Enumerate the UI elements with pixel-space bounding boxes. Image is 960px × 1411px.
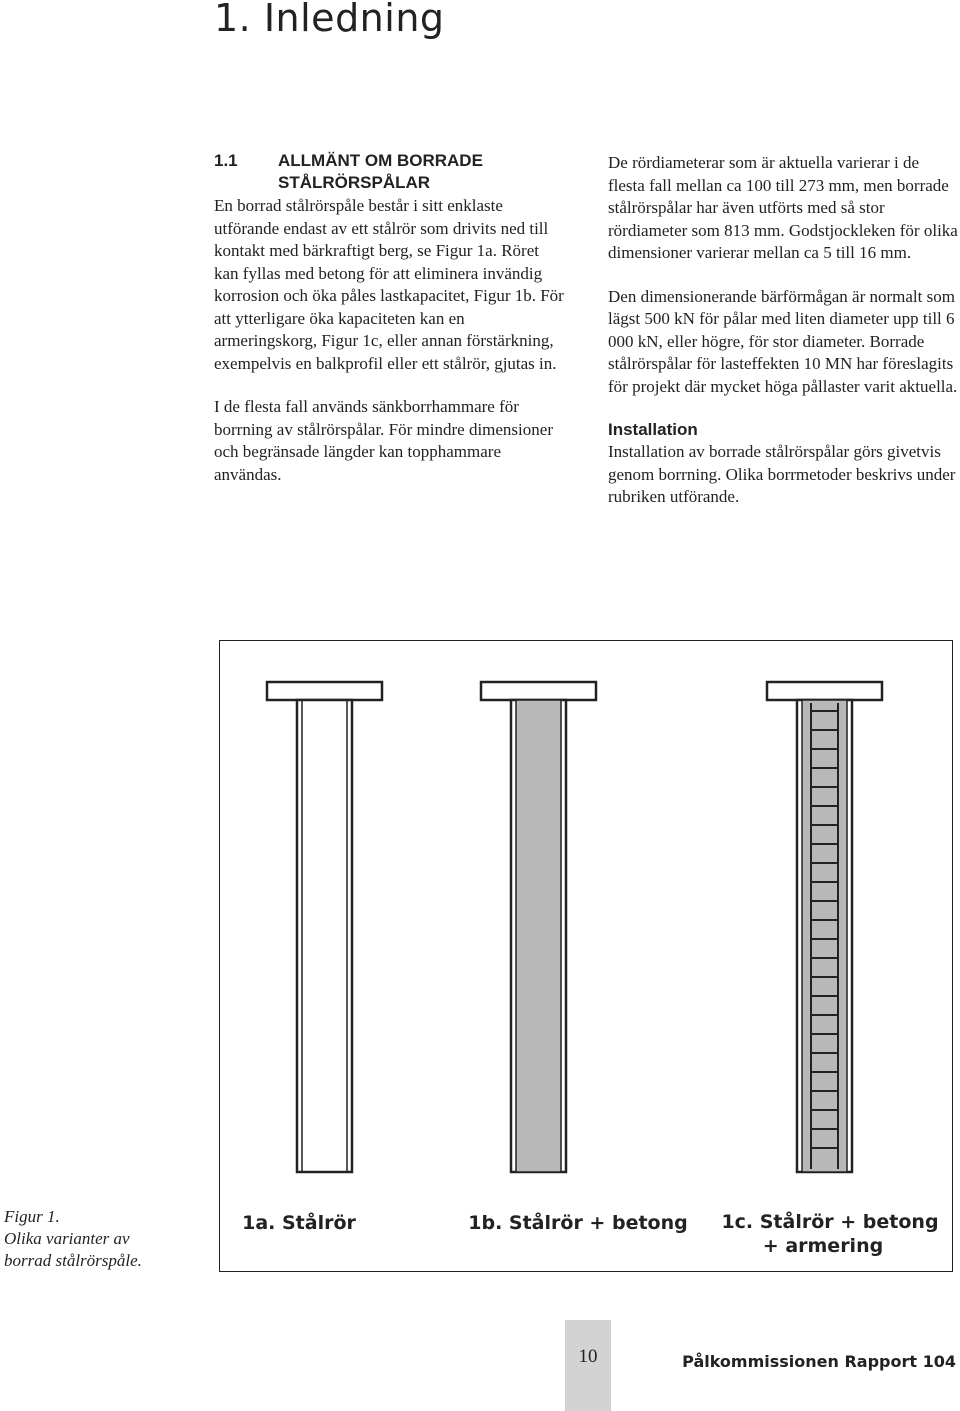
pile-1c-concrete [802, 700, 847, 1172]
figure-caption-text: Olika varianter av borrad stålrörspåle. [4, 1229, 142, 1270]
figure-label-1a: 1a. Stålrör [242, 1212, 356, 1234]
pile-1b [481, 682, 596, 1172]
pile-1c-cap [767, 682, 882, 700]
pile-1a [267, 682, 382, 1172]
report-name: Pålkommissionen Rapport 104 [682, 1352, 956, 1371]
figure-label-1c-line1: 1c. Stålrör + betong [721, 1211, 939, 1233]
pile-diagram [220, 641, 954, 1273]
figure-caption-title: Figur 1. [4, 1207, 60, 1226]
left-paragraph-1: En borrad stålrörspåle består i sitt enklaste utförande endast av ett stålrör som drivits ned till kontakt med bärkraftigt berg, se Figur 1a. Röret kan fyllas med betong för att eliminera invändig korrosion och öka påles lastkapacitet, Figur 1b. För att ytterligare öka kapaciteten kan en armeringskorg, Figur 1c, eller annan förstärkning, exempelvis en balkprofil eller ett stålrör, gjutas in. [214, 196, 564, 373]
right-column [608, 152, 958, 530]
figure-label-1b: 1b. Stålrör + betong [468, 1212, 688, 1234]
section-title-line2: STÅLRÖRSPÅLAR [278, 173, 431, 192]
section-heading [214, 150, 564, 194]
figure-label-1c-line2: + armering [762, 1235, 884, 1257]
figure-frame [219, 640, 953, 1272]
left-paragraph-2: I de flesta fall används sänkborrhammare för borrning av stålrörspålar. För mindre dimensioner och begränsade längder kan topphammare användas. [214, 397, 553, 484]
right-paragraph-3: Installation av borrade stålrörspålar görs givetvis genom borrning. Olika borrmetoder beskrivs under rubriken utförande. [608, 442, 956, 506]
pile-1a-tube [297, 700, 352, 1172]
pile-1c [767, 682, 882, 1172]
section-title-line1: ALLMÄNT OM BORRADE [278, 151, 483, 170]
right-paragraph-2: Den dimensionerande bärförmågan är normalt som lägst 500 kN för pålar med liten diameter upp till 6 000 kN, eller högre, för stor diameter. Borrade stålrörspålar för lasteffekten 10 MN har föreslagits för projekt där mycket höga pållaster varit aktuella. [608, 286, 958, 396]
right-paragraph-1: De rördiameterar som är aktuella varierar i de flesta fall mellan ca 100 till 273 mm, men borrade stålrörspålar har även utförts med så stor rördiameter som 813 mm. Godstjockleken för olika dimensioner varierar mellan ca 5 till 16 mm. [608, 153, 958, 262]
chapter-title: 1. Inledning [214, 0, 445, 40]
section-number: 1.1 [214, 151, 238, 170]
installation-heading: Installation [608, 420, 698, 439]
pile-1b-concrete [516, 700, 561, 1172]
pile-1a-cap [267, 682, 382, 700]
left-column [214, 150, 564, 507]
pile-1b-cap [481, 682, 596, 700]
page-number: 10 [578, 1346, 598, 1367]
figure-caption [4, 1206, 174, 1272]
